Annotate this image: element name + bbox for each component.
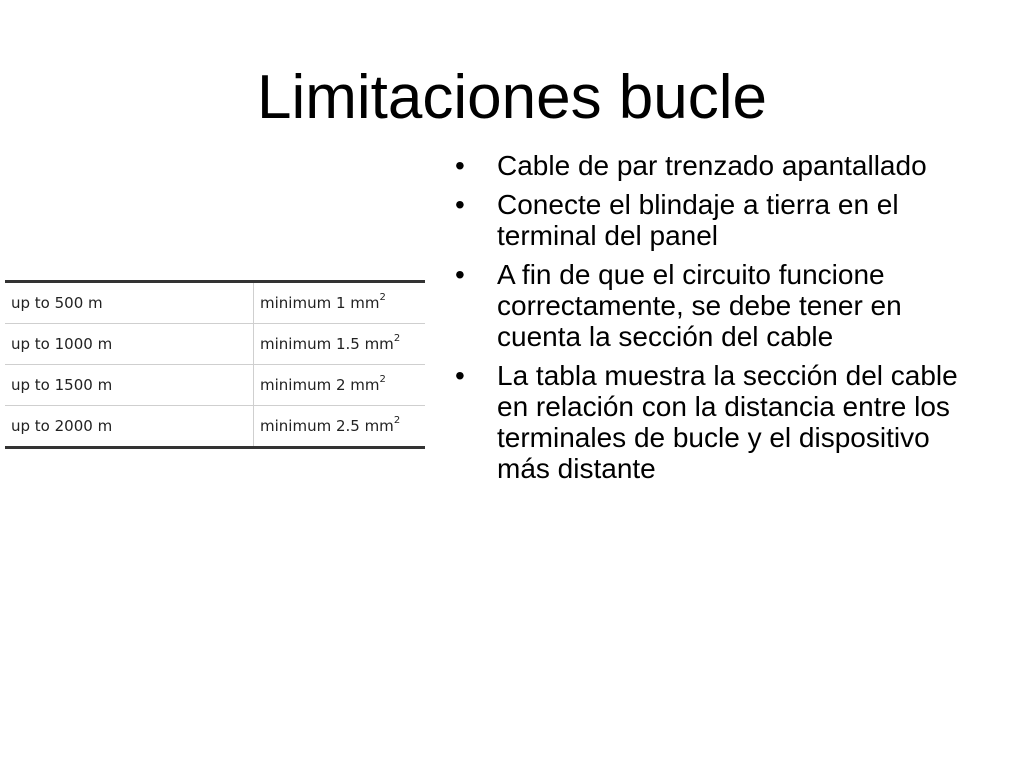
distance-cell: up to 2000 m — [5, 406, 254, 448]
bullet-list — [455, 150, 965, 492]
bullet-text: Conecte el blindaje a tierra en el terminal del panel — [497, 189, 899, 251]
cable-section-table-wrap — [5, 280, 425, 449]
bullet-text: A fin de que el circuito funcione correctamente, se debe tener en cuenta la sección del cable — [497, 259, 902, 352]
slide-title: Limitaciones bucle — [256, 63, 768, 132]
distance-cell: up to 1500 m — [5, 365, 254, 406]
table-row — [5, 324, 425, 365]
table-row — [5, 365, 425, 406]
section-cell — [254, 406, 426, 448]
bullet-item — [455, 150, 965, 181]
unit-power: 2 — [379, 374, 386, 385]
bullet-dot-icon: • — [455, 150, 465, 181]
bullet-dot-icon: • — [455, 259, 465, 290]
bullet-text: Cable de par trenzado apantallado — [497, 150, 927, 181]
section-cell — [254, 324, 426, 365]
section-value: minimum 2.5 mm — [260, 417, 394, 435]
cable-section-table — [5, 280, 425, 449]
section-value: minimum 2 mm — [260, 376, 380, 394]
unit-power: 2 — [379, 292, 386, 303]
bullet-text: La tabla muestra la sección del cable en relación con la distancia entre los terminales de bucle y el dispositivo más distante — [497, 360, 958, 484]
distance-cell: up to 500 m — [5, 282, 254, 324]
unit-power: 2 — [393, 333, 401, 344]
bullet-item — [455, 360, 965, 484]
table-row — [5, 406, 425, 448]
bullet-item — [455, 189, 965, 251]
distance-cell: up to 1000 m — [5, 324, 254, 365]
bullet-item — [455, 259, 965, 352]
bullet-dot-icon: • — [455, 360, 465, 391]
table-row — [5, 282, 425, 324]
bullet-dot-icon: • — [455, 189, 465, 220]
section-value: minimum 1.5 mm — [260, 335, 394, 353]
section-cell — [254, 282, 426, 324]
section-cell — [254, 365, 426, 406]
section-value: minimum 1 mm — [260, 294, 380, 312]
unit-power: 2 — [393, 415, 401, 426]
